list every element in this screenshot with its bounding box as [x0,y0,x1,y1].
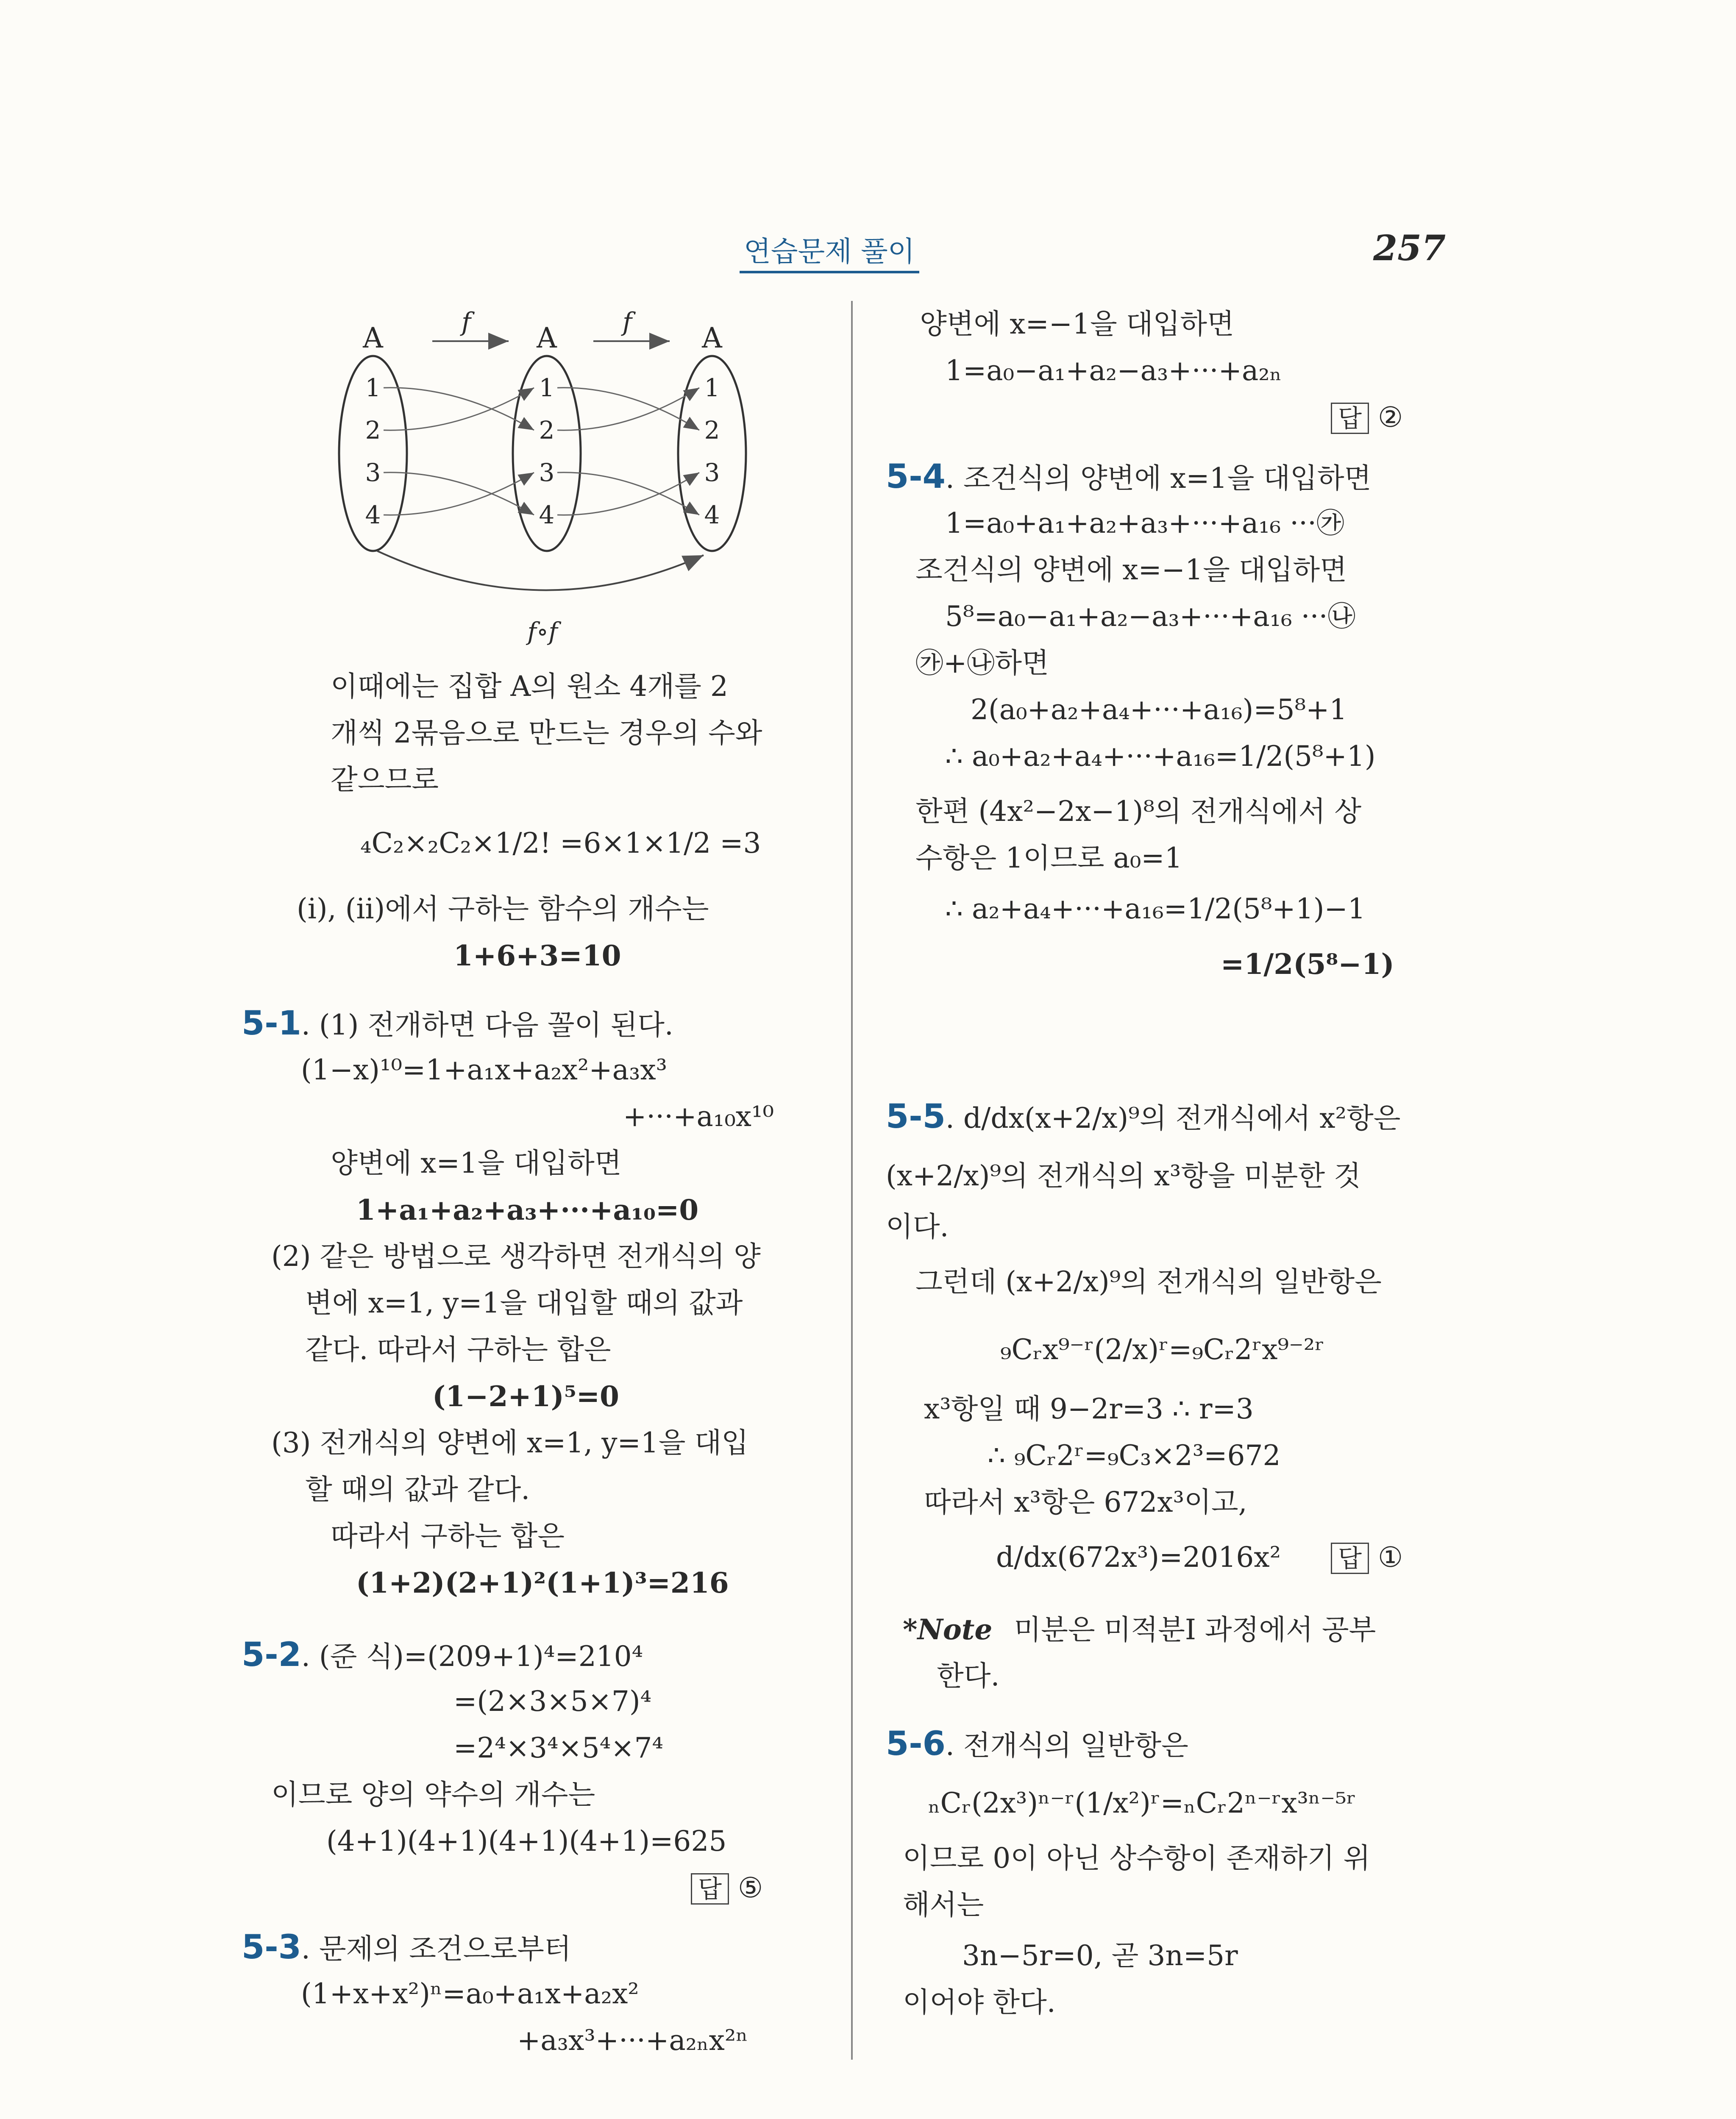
formula-line: ∴ ₉Cᵣ2ʳ=₉C₃×2³=672 [988,1439,1281,1472]
answer-label: 답 [1331,403,1369,434]
text-line: 따라서 구하는 합은 [331,1520,565,1552]
formula-line: 3n−5r=0, 곧 3n=5r [962,1939,1238,1972]
problem-text: . 문제의 조건으로부터 [301,1933,571,1965]
elem-1-4: 4 [365,501,381,529]
formula-line: =(2×3×5×7)⁴ [453,1685,652,1718]
text-line: 같다. 따라서 구하는 합은 [305,1333,611,1366]
map-label-f2: f [622,307,632,337]
function-mapping-diagram [331,305,805,653]
problem-number: 5-3 [242,1928,301,1966]
note-text: 미분은 미적분Ⅰ 과정에서 공부 [1014,1613,1376,1646]
problem-number: 5-6 [886,1725,946,1763]
problem-5-5 [886,1093,1400,1142]
formula-line: +a₃x³+···+a₂ₙx²ⁿ [517,2024,748,2057]
formula-line: 1=a₀−a₁+a₂−a₃+···+a₂ₙ [945,354,1282,387]
formula-line: (1+x+x²)ⁿ=a₀+a₁x+a₂x² [301,1977,639,2010]
formula-line: =1/2(5⁸−1) [1221,948,1394,981]
problem-number: 5-5 [886,1098,946,1136]
formula-line: (1+2)(2+1)²(1+1)³=216 [356,1566,729,1599]
elem-2-1: 1 [539,373,555,402]
answer-value: ① [1378,1541,1403,1574]
text-line: 변에 x=1, y=1을 대입할 때의 값과 [305,1287,743,1319]
problem-text: . (준 식)=(209+1)⁴=210⁴ [301,1640,643,1673]
problem-5-1 [242,1000,673,1048]
formula-line: (1−2+1)⁵=0 [432,1380,619,1413]
formula-line: 1+6+3=10 [453,939,621,972]
formula-line: d/dx(672x³)=2016x² [996,1541,1281,1574]
problem-text: . 조건식의 양변에 x=1을 대입하면 [945,462,1372,495]
formula-line: (1−x)¹⁰=1+a₁x+a₂x²+a₃x³ [301,1054,668,1086]
formula-line: +···+a₁₀x¹⁰ [623,1100,774,1133]
text-line: 해서는 [903,1888,984,1921]
problem-number: 5-4 [886,458,946,496]
formula-line: ∴ a₀+a₂+a₄+···+a₁₆=1/2(5⁸+1) [945,740,1376,773]
text-line: 조건식의 양변에 x=−1을 대입하면 [915,553,1347,586]
text-line: 이어야 한다. [903,1986,1056,2019]
problem-text: . d/dx(x+2/x)⁹의 전개식에서 x²항은 [945,1102,1401,1135]
answer-label: 답 [691,1873,729,1905]
formula-line: 2(a₀+a₂+a₄+···+a₁₆)=5⁸+1 [971,693,1347,726]
formula-line: ₄C₂×₂C₂×1/2! =6×1×1/2 =3 [360,827,761,859]
note-label: *Note [903,1613,993,1646]
elem-1-2: 2 [365,416,381,445]
text-line: 수항은 1이므로 a₀=1 [915,842,1182,874]
set-label-a2: A [537,322,557,354]
set-label-a3: A [702,322,722,354]
text-line: 한다. [937,1660,1000,1692]
formula-line: ₉Cᵣx⁹⁻ʳ(2/x)ʳ=₉Cᵣ2ʳx⁹⁻²ʳ [1000,1333,1325,1366]
text-line: 같으므로 [331,763,439,796]
formula-line: (4+1)(4+1)(4+1)(4+1)=625 [326,1825,727,1858]
formula-line: ₙCᵣ(2x³)ⁿ⁻ʳ(1/x²)ʳ=ₙCᵣ2ⁿ⁻ʳx³ⁿ⁻⁵ʳ [928,1787,1356,1819]
note [903,1606,1376,1653]
text-line: 이때에는 집합 A의 원소 4개를 2 [331,670,728,703]
elem-3-4: 4 [704,501,720,529]
text-line: 양변에 x=1을 대입하면 [331,1147,622,1179]
text-line: 개씩 2묶음으로 만드는 경우의 수와 [331,717,762,749]
text-line: (x+2/x)⁹의 전개식의 x³항을 미분한 것 [886,1160,1361,1192]
answer-label: 답 [1331,1543,1369,1574]
column-divider [851,301,853,2060]
elem-3-1: 1 [704,373,720,402]
text-line: 이다. [886,1210,949,1243]
text-line: 한편 (4x²−2x−1)⁸의 전개식에서 상 [915,795,1362,828]
answer-mark [691,1865,763,1912]
problem-5-6 [886,1721,1188,1769]
composite-label: f∘f [527,617,558,646]
problem-number: 5-2 [242,1636,301,1674]
elem-2-3: 3 [539,458,555,487]
elem-2-4: 4 [539,501,555,529]
problem-5-2 [242,1632,643,1680]
answer-value: ② [1378,401,1403,434]
text-line: (3) 전개식의 양변에 x=1, y=1을 대입 [271,1427,749,1459]
text-line: 할 때의 값과 같다. [305,1473,530,1506]
formula-line: x³항일 때 9−2r=3 ∴ r=3 [924,1393,1254,1425]
text-line: 이므로 양의 약수의 개수는 [271,1778,595,1811]
formula-line: ∴ a₂+a₄+···+a₁₆=1/2(5⁸+1)−1 [945,893,1366,925]
formula-line: 5⁸=a₀−a₁+a₂−a₃+···+a₁₆ ···㉯ [945,600,1356,633]
answer-value: ⑤ [738,1872,763,1904]
elem-3-2: 2 [704,416,720,445]
problem-text: . 전개식의 일반항은 [945,1729,1188,1762]
map-label-f1: f [461,307,471,337]
formula-line: 1=a₀+a₁+a₂+a₃+···+a₁₆ ···㉮ [945,507,1345,539]
elem-3-3: 3 [704,458,720,487]
problem-5-3 [242,1924,571,1972]
text-line: (i), (ii)에서 구하는 함수의 개수는 [297,893,709,925]
text-line: 그런데 (x+2/x)⁹의 전개식의 일반항은 [915,1265,1382,1298]
elem-1-1: 1 [365,373,381,402]
page-title: 연습문제 풀이 [740,229,919,273]
text-line: 양변에 x=−1을 대입하면 [920,308,1234,340]
text-line: (2) 같은 방법으로 생각하면 전개식의 양 [271,1240,761,1273]
composite-arrow [377,551,704,590]
problem-text: . (1) 전개하면 다음 꼴이 된다. [301,1009,673,1041]
answer-mark [1331,394,1403,442]
elem-1-3: 3 [365,458,381,487]
problem-number: 5-1 [242,1004,301,1043]
page-number: 257 [1373,228,1446,269]
answer-mark [1331,1534,1403,1582]
formula-line: =2⁴×3⁴×5⁴×7⁴ [453,1732,663,1764]
text-line: 이므로 0이 아닌 상수항이 존재하기 위 [903,1842,1371,1874]
set-label-a1: A [363,322,383,354]
text-line: ㉮+㉯하면 [915,647,1049,679]
elem-2-2: 2 [539,416,555,445]
text-line: 따라서 x³항은 672x³이고, [924,1486,1247,1518]
formula-line: 1+a₁+a₂+a₃+···+a₁₀=0 [356,1193,699,1226]
problem-5-4 [886,453,1371,502]
